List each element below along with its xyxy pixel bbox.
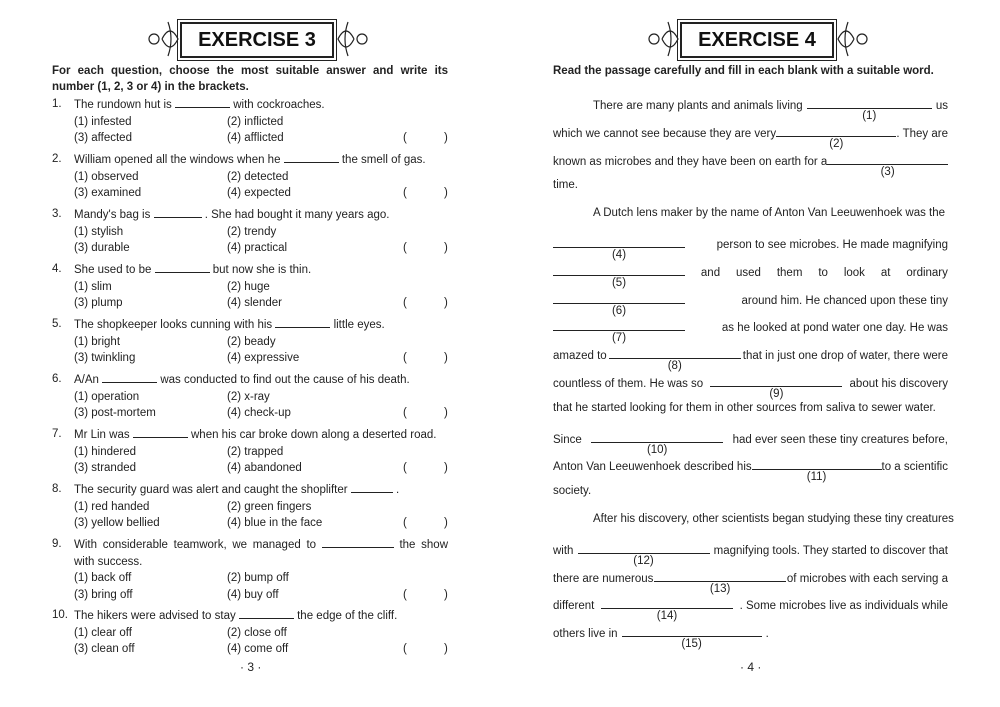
question-text: The security guard was alert and caught the shoplifter . — [74, 481, 448, 499]
answer-bracket[interactable]: ) — [444, 643, 448, 655]
fill-blank[interactable] — [601, 596, 733, 623]
option[interactable]: (3) affected — [74, 132, 132, 144]
passage-text: there are numerous — [553, 572, 654, 585]
passage-text: Since — [553, 433, 582, 446]
passage-text: look — [843, 266, 865, 279]
passage-line — [553, 430, 948, 456]
question-number: 7. — [52, 428, 62, 440]
fill-blank[interactable] — [553, 235, 685, 261]
question-number: 6. — [52, 373, 62, 385]
question-number: 5. — [52, 318, 62, 330]
passage-line — [553, 485, 948, 497]
option[interactable]: (2) close off — [227, 626, 287, 639]
answer-bracket[interactable]: ( — [403, 187, 407, 199]
passage-line — [553, 179, 948, 191]
option-row — [52, 499, 448, 516]
option[interactable]: (1) hindered — [74, 445, 137, 458]
question-text: A/An was conducted to find out the cause of his death. — [74, 371, 448, 389]
question-text: Mr Lin was when his car broke down along a deserted road. — [74, 426, 448, 444]
answer-bracket[interactable]: ) — [444, 462, 448, 474]
question-text: With considerable teamwork, we managed to the show with success. — [74, 536, 448, 570]
option[interactable]: (2) huge — [227, 280, 270, 293]
question-text: The shopkeeper looks cunning with his little eyes. — [74, 316, 448, 334]
passage-text: as he looked at pond water one day. He was — [721, 322, 948, 335]
option-row — [52, 625, 448, 642]
option[interactable]: (3) post-mortem — [74, 407, 156, 419]
blank-number: (12) — [633, 554, 654, 567]
answer-blank — [239, 607, 294, 619]
passage-text: to a scientific — [881, 461, 948, 474]
question-3 — [52, 206, 448, 257]
option-row — [52, 295, 448, 312]
blank-number: (9) — [769, 388, 784, 400]
passage-text: with — [553, 544, 574, 557]
blank-number: (3) — [880, 165, 895, 178]
passage-line — [553, 624, 948, 651]
option-row — [52, 334, 448, 351]
passage-text: There are many plants and animals living — [593, 100, 803, 112]
option[interactable]: (2) beady — [227, 335, 276, 348]
passage-line — [553, 235, 948, 261]
passage-text: . — [765, 628, 769, 641]
fill-blank[interactable] — [553, 263, 685, 289]
option[interactable]: (4) blue in the face — [227, 517, 323, 529]
option[interactable]: (3) bring off — [74, 588, 133, 601]
question-text: William opened all the windows when he the smell of gas. — [74, 151, 448, 169]
page-number: · 4 · — [740, 660, 762, 674]
question-text: She used to be but now she is thin. — [74, 261, 448, 279]
passage-line — [553, 513, 954, 525]
option[interactable]: (3) clean off — [74, 643, 135, 655]
exercise-title: EXERCISE 3 — [180, 22, 334, 58]
answer-bracket[interactable]: ( — [403, 462, 407, 474]
question-number: 1. — [52, 98, 62, 110]
answer-bracket[interactable]: ( — [403, 588, 407, 601]
answer-blank — [102, 371, 157, 383]
question-number: 2. — [52, 153, 62, 165]
option-row — [52, 130, 448, 147]
passage-text: that in just one drop of water, there were — [742, 350, 948, 363]
question-9 — [52, 536, 448, 603]
option-row — [52, 169, 448, 186]
passage-text: us — [935, 100, 948, 112]
passage-text: others live in — [553, 628, 618, 641]
option-row — [52, 114, 448, 131]
fill-blank[interactable] — [553, 318, 685, 345]
blank-number: (15) — [681, 638, 702, 651]
option[interactable]: (4) practical — [227, 242, 288, 254]
question-8 — [52, 481, 448, 532]
passage-line — [553, 569, 948, 595]
option[interactable]: (3) yellow bellied — [74, 517, 160, 529]
question-text: The rundown hut is with cockroaches. — [74, 96, 448, 114]
answer-bracket[interactable]: ) — [444, 242, 448, 254]
option[interactable]: (4) come off — [227, 643, 289, 655]
blank-number: (4) — [611, 249, 627, 261]
option[interactable]: (1) infested — [74, 115, 132, 128]
passage-text: of microbes with each serving a — [786, 572, 948, 585]
passage-line — [553, 263, 948, 289]
passage-line — [553, 291, 948, 317]
answer-bracket[interactable]: ( — [403, 643, 407, 655]
passage-text: had ever seen these tiny creatures before, — [732, 433, 948, 446]
answer-blank — [133, 426, 188, 438]
option-row — [52, 641, 448, 658]
option[interactable]: (1) operation — [74, 390, 140, 403]
answer-blank — [175, 96, 230, 108]
option-row — [52, 240, 448, 257]
option[interactable]: (3) plump — [74, 297, 123, 309]
passage-text: about his discovery — [849, 378, 948, 390]
instruction: Read the passage carefully and fill in each blank with a suitable word. — [553, 65, 934, 77]
question-5 — [52, 316, 448, 367]
fill-blank[interactable] — [710, 374, 842, 400]
option[interactable]: (4) afflicted — [227, 132, 284, 144]
question-2 — [52, 151, 448, 202]
answer-bracket[interactable]: ( — [403, 407, 407, 419]
passage-text: Anton Van Leeuwenhoek described his — [553, 461, 752, 474]
question-number: 10. — [52, 609, 68, 621]
answer-bracket[interactable]: ) — [444, 132, 448, 144]
passage-text: that he started looking for them in other sources from saliva to sewer water. — [553, 401, 936, 414]
option[interactable]: (2) x-ray — [227, 390, 270, 403]
option[interactable]: (1) observed — [74, 170, 139, 183]
fill-blank[interactable] — [591, 430, 723, 456]
question-number: 9. — [52, 538, 62, 550]
option-row — [52, 570, 448, 587]
passage-line — [553, 402, 948, 414]
answer-bracket[interactable]: ( — [403, 297, 407, 309]
blank-number: (10) — [646, 443, 668, 456]
option-row — [52, 405, 448, 422]
passage-text: After his discovery, other scientists began studying these tiny creatures — [593, 513, 954, 525]
passage-text: . Some microbes live as individuals while — [739, 600, 948, 613]
option-row — [52, 350, 448, 367]
option[interactable]: (4) buy off — [227, 588, 279, 601]
passage-text: used — [736, 266, 761, 279]
option[interactable]: (3) twinkling — [74, 352, 136, 364]
passage-text: to — [818, 266, 828, 279]
answer-bracket[interactable]: ( — [403, 132, 407, 144]
question-7 — [52, 426, 448, 477]
blank-number: (7) — [611, 332, 627, 345]
option-row — [52, 587, 448, 604]
passage-text: time. — [553, 179, 578, 192]
answer-bracket[interactable]: ( — [403, 242, 407, 254]
option[interactable]: (1) stylish — [74, 225, 124, 238]
option[interactable]: (1) slim — [74, 280, 112, 293]
exercise-4-header — [638, 18, 878, 60]
blank-number: (14) — [656, 610, 678, 623]
option[interactable]: (2) bump off — [227, 572, 289, 584]
passage-line — [553, 541, 948, 567]
page-number: · 3 · — [240, 660, 262, 674]
option-row — [52, 389, 448, 406]
passage-text: magnifying tools. They started to discover that — [713, 544, 948, 557]
option-row — [52, 224, 448, 241]
question-text: Mandy's bag is . She had bought it many years ago. — [74, 206, 448, 224]
answer-blank — [322, 536, 394, 548]
fill-blank[interactable] — [553, 291, 685, 317]
option[interactable]: (4) abandoned — [227, 462, 302, 474]
blank-number: (8) — [667, 360, 682, 373]
option[interactable]: (2) trapped — [227, 445, 284, 458]
passage-text: and — [700, 266, 721, 279]
option[interactable]: (1) clear off — [74, 626, 132, 639]
answer-bracket[interactable]: ) — [444, 588, 448, 601]
fill-blank[interactable] — [827, 152, 948, 178]
answer-blank — [155, 261, 210, 273]
question-number: 3. — [52, 208, 62, 220]
option[interactable]: (2) detected — [227, 170, 289, 183]
question-1 — [52, 96, 448, 147]
option-row — [52, 279, 448, 296]
question-10 — [52, 607, 448, 658]
option[interactable]: (1) red handed — [74, 500, 150, 513]
passage-text: ordinary — [906, 266, 948, 279]
passage-line — [553, 374, 948, 400]
blank-number: (6) — [611, 304, 627, 317]
blank-number: (2) — [829, 137, 844, 150]
passage-text: person to see microbes. He made magnifying — [716, 239, 948, 251]
blank-number: (11) — [806, 471, 827, 484]
passage-line — [553, 152, 948, 178]
option-row — [52, 185, 448, 202]
passage-line — [553, 207, 948, 219]
fill-blank[interactable] — [752, 457, 882, 484]
fill-blank[interactable] — [807, 96, 932, 122]
answer-bracket[interactable]: ) — [444, 517, 448, 529]
option[interactable]: (2) trendy — [227, 225, 277, 238]
passage-text: different — [553, 600, 595, 613]
passage-text: A Dutch lens maker by the name of Anton Van Leeuwenhoek was the — [593, 207, 946, 220]
option-row — [52, 460, 448, 477]
fill-blank[interactable] — [622, 624, 762, 651]
exercise-3-header — [138, 18, 378, 60]
option-row — [52, 444, 448, 461]
passage-text: at — [880, 266, 891, 279]
passage-text: which we cannot see because they are very — [553, 127, 777, 140]
passage-line — [553, 318, 948, 345]
question-6 — [52, 371, 448, 422]
answer-blank — [275, 316, 330, 328]
passage-line — [553, 346, 948, 373]
question-text: The hikers were advised to stay the edge of the cliff. — [74, 607, 448, 625]
answer-blank — [284, 151, 339, 163]
option[interactable]: (3) stranded — [74, 462, 137, 474]
question-number: 4. — [52, 263, 62, 275]
passage-text: society. — [553, 485, 592, 498]
answer-bracket[interactable]: ( — [403, 517, 407, 529]
option[interactable]: (4) check-up — [227, 407, 291, 419]
blank-number: (13) — [709, 582, 731, 595]
option-row — [52, 515, 448, 532]
passage-text: them — [776, 266, 803, 279]
answer-bracket[interactable]: ) — [444, 352, 448, 364]
option[interactable]: (3) examined — [74, 187, 142, 199]
passage-line — [553, 596, 948, 623]
fill-blank[interactable] — [776, 124, 896, 150]
option[interactable]: (4) slender — [227, 297, 282, 309]
blank-number: (5) — [611, 276, 627, 289]
question-number: 8. — [52, 483, 62, 495]
answer-bracket[interactable]: ( — [403, 352, 407, 364]
answer-bracket[interactable]: ) — [444, 297, 448, 309]
fill-blank[interactable] — [609, 346, 741, 373]
passage-text: . They are — [896, 127, 948, 140]
option[interactable]: (2) green fingers — [227, 500, 312, 513]
passage-line — [553, 457, 948, 484]
option[interactable]: (1) back off — [74, 572, 132, 584]
option[interactable]: (4) expressive — [227, 352, 300, 364]
fill-blank[interactable] — [654, 569, 786, 595]
option[interactable]: (4) expected — [227, 187, 291, 199]
instruction: For each question, choose the most suitable answer and write its number (1, 2, 3 or 4) in the brackets. — [52, 65, 448, 93]
option[interactable]: (3) durable — [74, 242, 130, 254]
answer-bracket[interactable]: ) — [444, 407, 448, 419]
passage-text: countless of them. He was so — [553, 378, 704, 390]
blank-number: (1) — [862, 110, 877, 122]
passage-line — [553, 96, 948, 122]
answer-blank — [351, 481, 393, 493]
fill-blank[interactable] — [578, 541, 710, 567]
passage-text: known as microbes and they have been on earth for a — [553, 155, 828, 168]
question-4 — [52, 261, 448, 312]
answer-bracket[interactable]: ) — [444, 187, 448, 199]
passage-text: around him. He chanced upon these tiny — [741, 294, 948, 307]
passage-line — [553, 124, 948, 150]
passage-text: amazed to — [553, 350, 607, 363]
answer-blank — [154, 206, 202, 218]
exercise-title: EXERCISE 4 — [680, 22, 834, 58]
option[interactable]: (2) inflicted — [227, 115, 284, 128]
option[interactable]: (1) bright — [74, 335, 121, 348]
